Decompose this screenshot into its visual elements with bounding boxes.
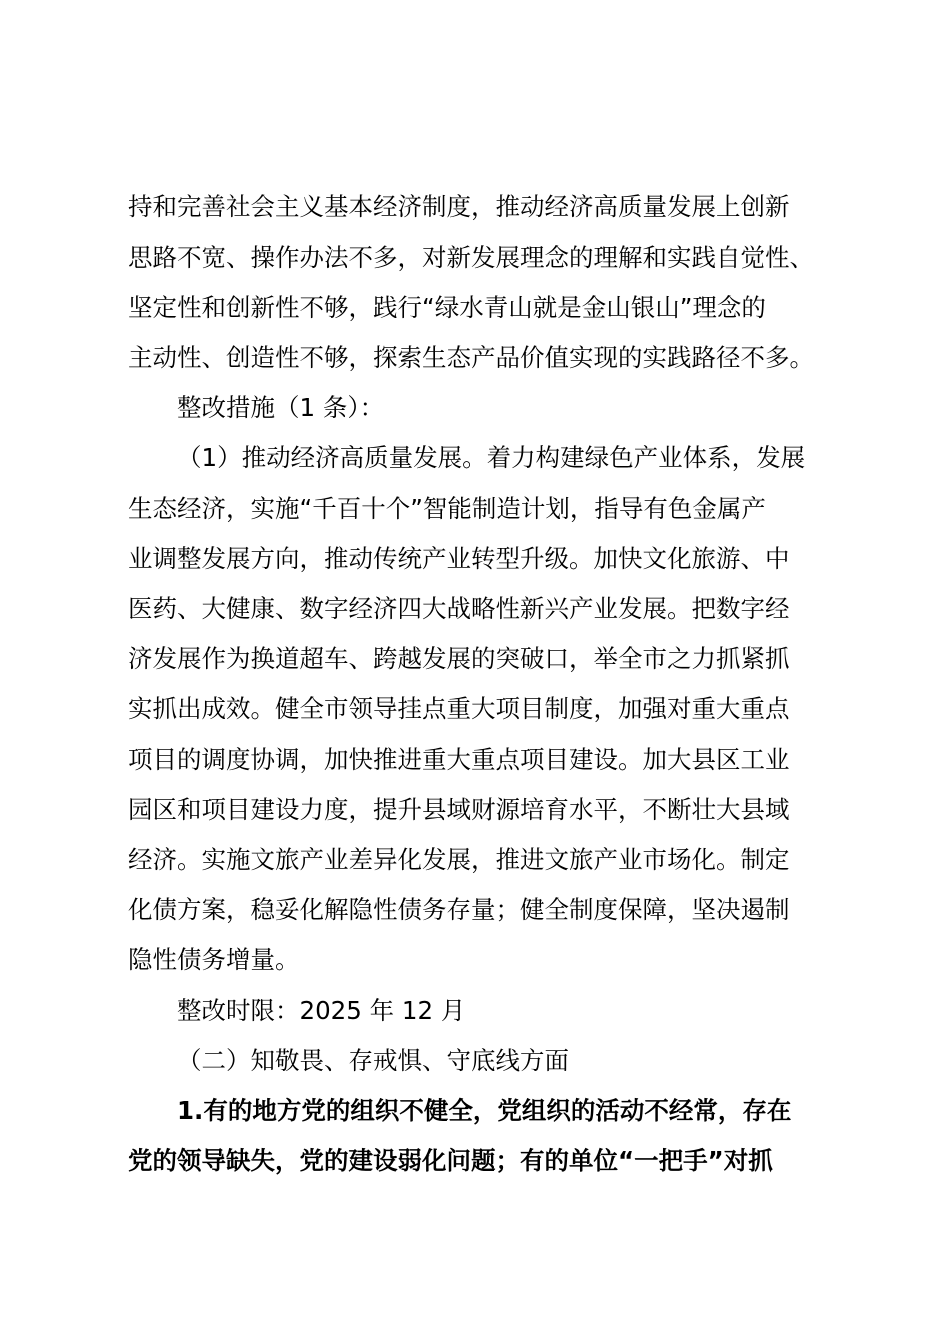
body-text-line: 济发展作为换道超车、跨越发展的突破口，举全市之力抓紧抓 bbox=[128, 644, 790, 673]
measures-heading: 整改措施（1 条）： bbox=[177, 393, 385, 422]
body-text-line: 隐性债务增量。 bbox=[128, 945, 300, 974]
body-text-line: 经济。实施文旅产业差异化发展，推进文旅产业市场化。制定 bbox=[128, 845, 790, 874]
body-text-line: 园区和项目建设力度，提升县域财源培育水平，不断壮大县域 bbox=[128, 795, 790, 824]
body-text-line: 持和完善社会主义基本经济制度，推动经济高质量发展上创新 bbox=[128, 192, 790, 221]
body-text-line: 生态经济，实施“千百十个”智能制造计划，指导有色金属产 bbox=[128, 494, 766, 523]
body-text-line: 项目的调度协调，加快推进重大重点项目建设。加大县区工业 bbox=[128, 745, 790, 774]
deadline-line: 整改时限：2025 年 12 月 bbox=[177, 996, 466, 1025]
body-text-line: 坚定性和创新性不够，践行“绿水青山就是金山银山”理念的 bbox=[128, 293, 766, 322]
body-text-line: 医药、大健康、数字经济四大战略性新兴产业发展。把数字经 bbox=[128, 594, 790, 623]
body-text-line: 实抓出成效。健全市领导挂点重大项目制度，加强对重大重点 bbox=[128, 694, 790, 723]
body-text-line: 思路不宽、操作办法不多，对新发展理念的理解和实践自觉性、 bbox=[128, 243, 814, 272]
section-heading: （二）知敬畏、存戒惧、守底线方面 bbox=[177, 1046, 569, 1075]
body-text-line: 化债方案，稳妥化解隐性债务存量；健全制度保障，坚决遏制 bbox=[128, 895, 790, 924]
issue-1-title: 1.有的地方党的组织不健全，党组织的活动不经常，存在 bbox=[177, 1096, 792, 1125]
issue-1-text: 党的领导缺失，党的建设弱化问题；有的单位“一把手”对抓 bbox=[128, 1146, 773, 1175]
body-text-line: 主动性、创造性不够，探索生态产品价值实现的实践路径不多。 bbox=[128, 343, 814, 372]
body-text-line: 业调整发展方向，推动传统产业转型升级。加快文化旅游、中 bbox=[128, 544, 790, 573]
measure-item-1-title: （1）推动经济高质量发展。着力构建绿色产业体系，发展 bbox=[177, 443, 806, 472]
